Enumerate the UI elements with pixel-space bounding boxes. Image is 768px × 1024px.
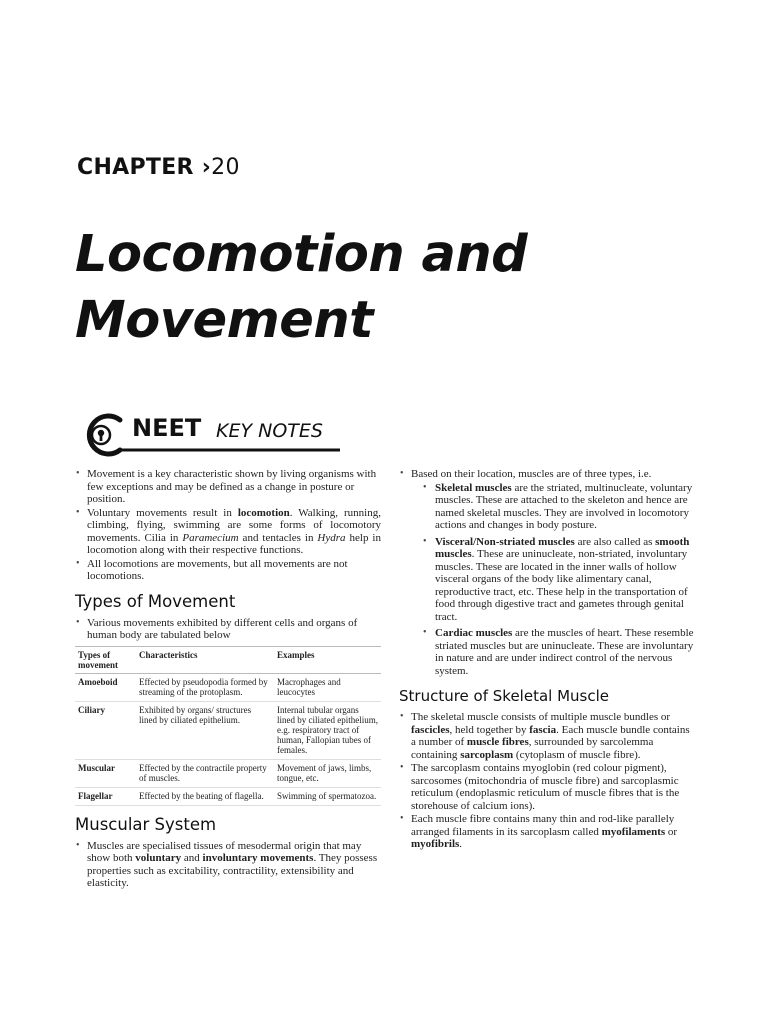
right-column <box>399 468 695 852</box>
italic-term: Hydra <box>317 531 346 544</box>
bullet-text: The skeletal muscle consists of multiple muscle bundles or <box>411 711 671 723</box>
bullet-text: and tentacles in <box>238 531 318 544</box>
bullet-text: help in locomotion along with their respective functions. <box>87 531 381 556</box>
bold-term: Visceral/Non-striated muscles <box>435 535 575 548</box>
bold-term: smooth muscles <box>435 535 690 560</box>
bold-term: muscle fibres <box>466 736 529 748</box>
bullet-text: Movement is a key characteristic shown by living organisms with few exceptions and may be defined as a change in posture or position. <box>87 468 377 505</box>
column-header: Examples <box>274 646 381 673</box>
bold-term: myofilaments <box>601 825 666 838</box>
sub-list <box>411 482 695 678</box>
bold-term: myofibrils <box>411 838 460 850</box>
table-cell: Flagellar <box>75 787 136 805</box>
bullet-text: . Walking, running, climbing, flying, swimming are some forms of locomotory movements. Cilia in <box>87 506 381 544</box>
bullet-text: or <box>665 825 678 838</box>
list-item <box>399 762 695 812</box>
chevron-right-icon: › <box>201 155 212 180</box>
list-item <box>399 711 695 761</box>
bullet-text: (cytoplasm of muscle fibre). <box>513 748 641 761</box>
table-cell: Effected by pseudopodia formed by streaming of the protoplasm. <box>136 673 274 701</box>
bold-term: sarcoplasm <box>460 748 514 761</box>
key-notes-word: KEY NOTES <box>216 420 323 442</box>
section-heading-structure: Structure of Skeletal Muscle <box>399 687 609 705</box>
list-item <box>399 813 695 851</box>
muscular-list <box>75 840 381 890</box>
bullet-text: All locomotions are movements, but all movements are not locomotions. <box>87 557 348 582</box>
column-header: Characteristics <box>136 646 274 673</box>
muscle-types-list <box>399 468 695 677</box>
table-cell: Swimming of spermatozoa. <box>274 787 381 805</box>
table-header-row <box>75 646 381 673</box>
table-cell: Ciliary <box>75 701 136 759</box>
section-heading-muscular: Muscular System <box>75 814 217 834</box>
bullet-text: . They possess properties such as excitability, contractility, extensibility and elasticity. <box>87 852 378 889</box>
chapter-label <box>77 155 240 180</box>
bullet-text: Voluntary movements result in <box>87 506 238 519</box>
structure-list <box>399 711 695 851</box>
movement-types-table <box>75 646 381 806</box>
bold-term: Cardiac muscles <box>435 627 513 639</box>
table-cell: Effected by the contractile property of muscles. <box>136 759 274 787</box>
bullet-text: The sarcoplasm contains myoglobin (red colour pigment), sarcosomes (mitochondria of muscle fibre) and sarcoplasmic reticulum (endoplasmic reticulum of muscle fibres that is the storehouse of calcium ions). <box>411 762 680 812</box>
bullet-text: Based on their location, muscles are of three types, i.e. <box>411 468 652 480</box>
bold-term: fascia <box>529 723 557 736</box>
intro-list <box>75 468 381 583</box>
neet-key-notes-banner <box>76 412 346 458</box>
table-cell: Amoeboid <box>75 673 136 701</box>
page-title <box>75 222 675 354</box>
table-row <box>75 759 381 787</box>
bullet-text: Muscles are specialised tissues of mesodermal origin that may show both <box>87 839 362 864</box>
bullet-text: Each muscle fibre contains many thin and rod-like parallely arranged filaments in its sarcoplasm called <box>411 813 675 838</box>
bold-term: locomotion <box>237 506 290 519</box>
bullet-text: and <box>181 852 203 864</box>
bullet-text: . These are uninucleate, non-striated, involuntary muscles. These are located in the inner walls of hollow visceral organs of the body like alimentary canal, reproductive tract, etc. These help in the transportation of food through digestive tract and gametes through genital tract. <box>435 548 688 623</box>
list-item <box>411 482 695 532</box>
list-item <box>75 617 381 642</box>
table-cell: Macrophages and leucocytes <box>274 673 381 701</box>
bullet-text: are also called as <box>574 535 656 548</box>
bold-term: Skeletal muscles <box>435 481 512 494</box>
bullet-text: are the striated, multinucleate, voluntary muscles. These are attached to the skeleton and hence are named skeletal muscles. They are involved in locomotory actions and changes in body posture. <box>435 481 693 531</box>
chapter-number: 20 <box>211 155 240 180</box>
table-row <box>75 701 381 759</box>
types-list <box>75 617 381 642</box>
bullet-text: are the muscles of heart. These resemble striated muscles but are uninucleate. These are involuntary in nature and are under indirect control of the nervous system. <box>435 627 694 677</box>
table-cell: Muscular <box>75 759 136 787</box>
bullet-text: Various movements exhibited by different cells and organs of human body are tabulated below <box>87 616 358 641</box>
column-header: Types of movement <box>75 646 136 673</box>
table-cell: Exhibited by organs/ structures lined by ciliated epithelium. <box>136 701 274 759</box>
list-item <box>75 840 381 890</box>
table-row <box>75 787 381 805</box>
list-item <box>411 536 695 624</box>
list-item <box>75 558 381 583</box>
bold-term: fascicles <box>411 723 450 736</box>
title-line-2: Movement <box>75 291 374 350</box>
left-column <box>75 468 381 891</box>
bold-term: voluntary <box>135 852 182 864</box>
table-cell: Internal tubular organs lined by ciliated epithelium, e.g. respiratory tract of human, Fallopian tubes of females. <box>274 701 381 759</box>
bullet-text: , surrounded by sarcolemma containing <box>411 736 654 761</box>
list-item <box>411 627 695 677</box>
table-row <box>75 673 381 701</box>
bold-term: involuntary movements <box>202 852 314 864</box>
bullet-text: , held together by <box>449 723 530 736</box>
italic-term: Paramecium <box>182 531 239 544</box>
list-item <box>75 507 381 557</box>
neet-word: NEET <box>132 414 202 442</box>
list-item <box>399 468 695 677</box>
section-heading-types: Types of Movement <box>75 591 236 611</box>
list-item <box>75 468 381 506</box>
title-line-1: Locomotion and <box>75 225 528 284</box>
table-cell: Movement of jaws, limbs, tongue, etc. <box>274 759 381 787</box>
bullet-text: . <box>459 838 463 850</box>
chapter-word: CHAPTER <box>77 155 194 180</box>
bullet-text: . Each muscle bundle contains a number of <box>411 723 690 748</box>
table-cell: Effected by the beating of flagella. <box>136 787 274 805</box>
